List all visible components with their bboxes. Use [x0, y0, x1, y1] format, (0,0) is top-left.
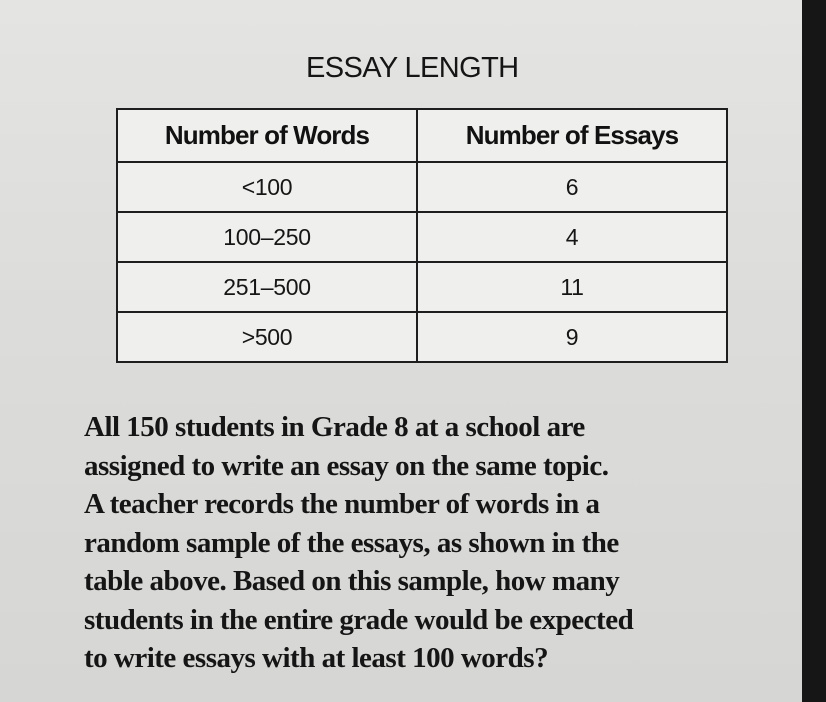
word-range-cell: <100: [117, 162, 417, 212]
table-row: [117, 312, 727, 362]
essay-count-cell: 11: [417, 262, 727, 312]
table-header-row: [117, 109, 727, 162]
word-range-cell: 100–250: [117, 212, 417, 262]
essay-count-cell: 6: [417, 162, 727, 212]
question-line: table above. Based on this sample, how many: [84, 565, 620, 597]
question-line: to write essays with at least 100 words?: [84, 642, 549, 674]
word-range-cell: 251–500: [117, 262, 417, 312]
table-row: [117, 262, 727, 312]
essay-count-cell: 4: [417, 212, 727, 262]
essay-length-table: [116, 108, 728, 363]
question-text: [84, 408, 784, 678]
page-edge-shadow: [802, 0, 826, 702]
question-line: All 150 students in Grade 8 at a school are: [84, 411, 585, 443]
question-line: A teacher records the number of words in a: [84, 488, 600, 520]
word-range-cell: >500: [117, 312, 417, 362]
header-number-of-words: Number of Words: [117, 109, 417, 162]
question-line: students in the entire grade would be expected: [84, 603, 634, 636]
question-line: assigned to write an essay on the same topic.: [84, 449, 609, 482]
question-line: random sample of the essays, as shown in the: [84, 526, 619, 559]
header-number-of-essays: Number of Essays: [417, 109, 727, 162]
essay-count-cell: 9: [417, 312, 727, 362]
table-row: [117, 212, 727, 262]
table-title: ESSAY LENGTH: [306, 52, 519, 84]
table-row: [117, 162, 727, 212]
